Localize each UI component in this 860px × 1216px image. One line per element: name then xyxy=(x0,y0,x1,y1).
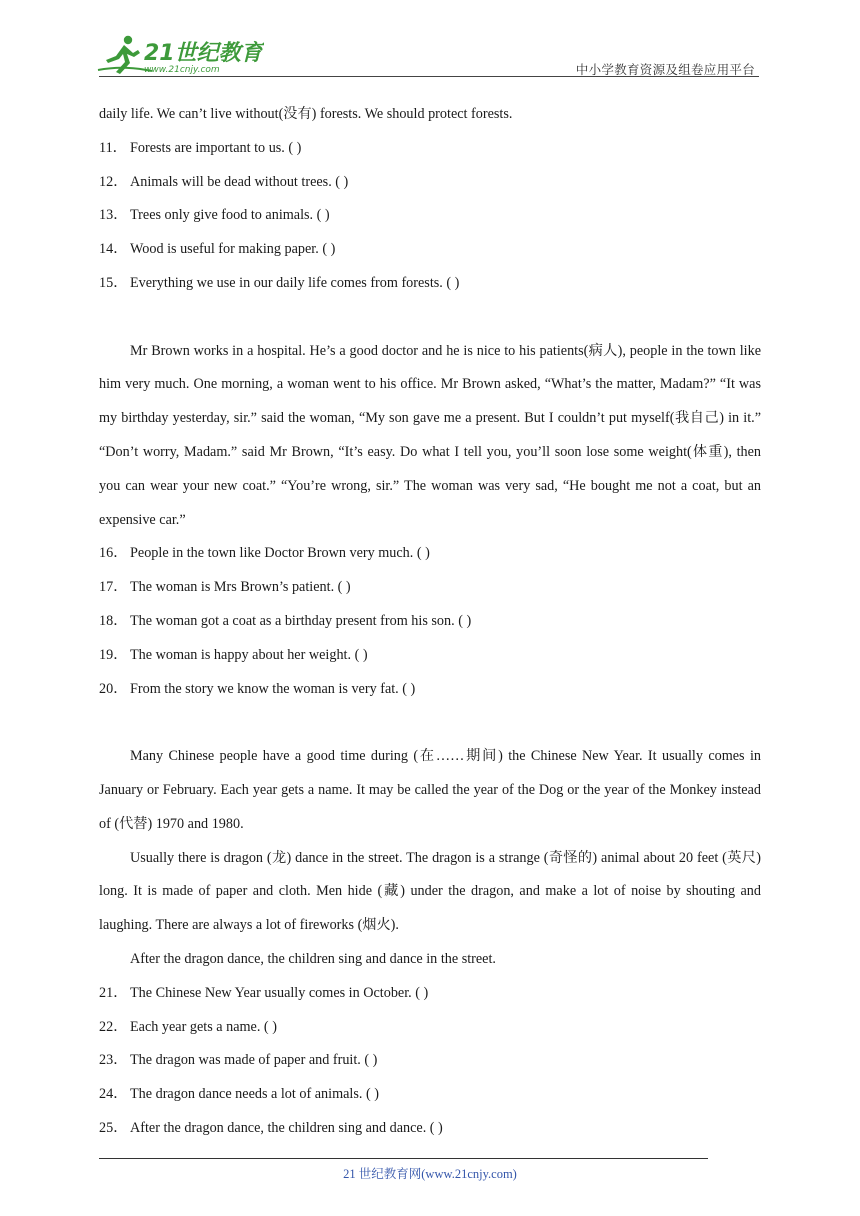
question-number: 25． xyxy=(99,1119,128,1136)
passage2-text: Mr Brown works in a hospital. He’s a good doctor and he is nice to his patients(病人), people in the town like him very much. One morning, a woman went to his office. Mr Brown asked, “What’s the matter, Madam?” “It was my birthday yesterday, sir.” said the woman, “My son gave me a present. But I couldn’t put myself(我自己) in it.” “Don’t worry, Madam.” said Mr Brown, “It’s easy. Do what I tell you, you’ll soon lose some weight(体重), then you can wear your new coat.” “You’re wrong, sir.” The woman was very sad, “He bought me not a coat, but an expensive car.” xyxy=(99,342,761,528)
passage1-tail: daily life. We can’t live without(没有) forests. We should protect forests. xyxy=(99,106,513,122)
question-item xyxy=(99,132,761,166)
question-item xyxy=(99,233,761,267)
question-item xyxy=(99,571,761,605)
footer-link[interactable]: 21 世纪教育网(www.21cnjy.com) xyxy=(343,1167,517,1181)
question-item xyxy=(99,537,761,571)
passage3-paragraph-3: After the dragon dance, the children sing and dance in the street. xyxy=(130,950,496,967)
question-number: 11． xyxy=(99,139,127,156)
question-text: The dragon dance needs a lot of animals. ( ) xyxy=(130,1086,379,1103)
svg-text:www.21cnjy.com: www.21cnjy.com xyxy=(144,65,220,75)
question-item xyxy=(99,673,761,707)
question-group-3 xyxy=(99,977,761,1146)
question-item xyxy=(99,639,761,673)
question-number: 20． xyxy=(99,680,128,697)
question-number: 12． xyxy=(99,173,128,190)
question-number: 17． xyxy=(99,579,128,596)
page-header xyxy=(0,0,860,80)
question-number: 14． xyxy=(99,241,128,258)
question-number: 16． xyxy=(99,545,128,562)
question-group-2 xyxy=(99,537,761,706)
question-number: 21． xyxy=(99,984,128,1001)
question-number: 23． xyxy=(99,1052,128,1069)
question-item xyxy=(99,977,761,1011)
section-gap xyxy=(99,301,761,335)
worksheet-content xyxy=(99,98,761,1146)
passage3-paragraph-2: Usually there is dragon (龙) dance in the street. The dragon is a strange (奇怪的) animal about 20 feet (英尺) long. It is made of paper and cloth. Men hide (藏) under the dragon, and make a lot of noise by shouting and laughing. There are always a lot of fireworks (烟火). xyxy=(99,849,761,934)
question-text: Trees only give food to animals. ( ) xyxy=(130,207,330,224)
question-number: 22． xyxy=(99,1018,128,1035)
question-text: Everything we use in our daily life comes from forests. ( ) xyxy=(130,274,460,291)
question-text: Each year gets a name. ( ) xyxy=(130,1018,277,1035)
question-item xyxy=(99,1044,761,1078)
question-text: The woman is happy about her weight. ( ) xyxy=(130,646,368,663)
section-gap xyxy=(99,706,761,740)
question-item xyxy=(99,1112,761,1146)
question-number: 19． xyxy=(99,646,128,663)
footer-divider xyxy=(99,1158,708,1159)
site-logo[interactable] xyxy=(94,34,264,76)
question-item xyxy=(99,1011,761,1045)
question-item xyxy=(99,267,761,301)
question-text: Forests are important to us. ( ) xyxy=(130,139,302,156)
question-text: People in the town like Doctor Brown very much. ( ) xyxy=(130,545,430,562)
question-text: From the story we know the woman is very fat. ( ) xyxy=(130,680,416,697)
question-number: 13． xyxy=(99,207,128,224)
question-item xyxy=(99,199,761,233)
header-divider xyxy=(99,76,759,77)
question-text: After the dragon dance, the children sing and dance. ( ) xyxy=(130,1119,443,1136)
question-text: The woman got a coat as a birthday present from his son. ( ) xyxy=(130,612,472,629)
question-text: The woman is Mrs Brown’s patient. ( ) xyxy=(130,579,351,596)
svg-text:21世纪教育: 21世纪教育 xyxy=(144,41,263,66)
runner-logo-icon xyxy=(94,34,264,76)
question-text: Wood is useful for making paper. ( ) xyxy=(130,241,336,258)
question-number: 18． xyxy=(99,612,128,629)
question-text: Animals will be dead without trees. ( ) xyxy=(130,173,349,190)
platform-name: 中小学教育资源及组卷应用平台 xyxy=(575,62,755,77)
passage3-paragraph-1: Many Chinese people have a good time during (在……期间) the Chinese New Year. It usually comes in January or February. Each year gets a name. It may be called the year of the Dog or the year of the Monkey instead of (代替) 1970 and 1980. xyxy=(99,748,761,832)
question-group-1 xyxy=(99,132,761,301)
question-number: 15． xyxy=(99,274,128,291)
question-item xyxy=(99,1078,761,1112)
question-number: 24． xyxy=(99,1086,128,1103)
question-text: The dragon was made of paper and fruit. ( ) xyxy=(130,1052,378,1069)
question-item xyxy=(99,166,761,200)
question-item xyxy=(99,605,761,639)
question-text: The Chinese New Year usually comes in October. ( ) xyxy=(130,984,429,1001)
